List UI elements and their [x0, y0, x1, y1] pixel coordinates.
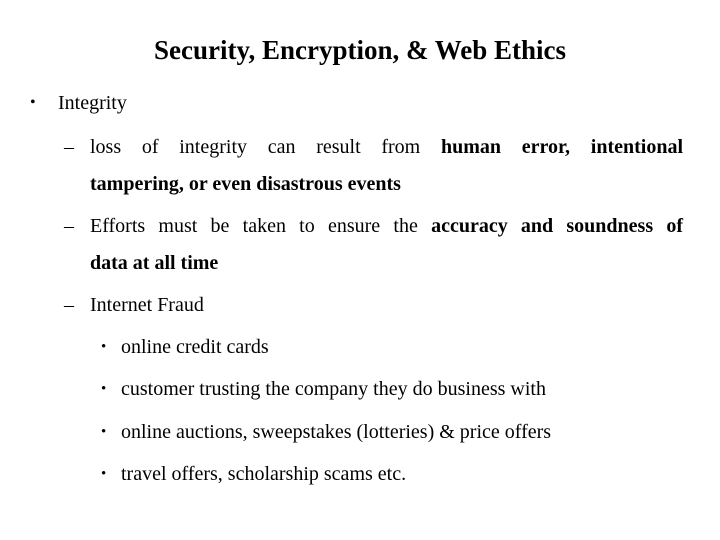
bullet-icon: •	[30, 94, 36, 111]
point-1-text: loss of integrity can result from	[90, 136, 421, 158]
integrity-point-2-line-2: data at all time	[90, 252, 219, 274]
integrity-heading: Integrity	[58, 92, 127, 114]
bullet-icon: •	[101, 381, 107, 397]
integrity-point-2-line-1	[90, 214, 683, 238]
point-1-bold: human error, intentional	[440, 136, 683, 158]
fraud-item: online auctions, sweepstakes (lotteries) & price offers	[121, 421, 552, 443]
dash-icon: –	[64, 215, 74, 237]
fraud-item: online credit cards	[121, 336, 269, 358]
bullet-icon: •	[101, 466, 107, 482]
bullet-icon: •	[101, 339, 107, 355]
internet-fraud-heading: Internet Fraud	[90, 294, 204, 316]
bullet-icon: •	[101, 424, 107, 440]
point-2-bold: accuracy and soundness of	[431, 215, 684, 237]
integrity-point-1-line-1	[90, 135, 683, 159]
dash-icon: –	[64, 294, 74, 316]
slide-title: Security, Encryption, & Web Ethics	[153, 35, 567, 65]
fraud-item: customer trusting the company they do business with	[121, 378, 546, 400]
dash-icon: –	[64, 136, 74, 158]
integrity-point-1-line-2: tampering, or even disastrous events	[90, 173, 401, 195]
fraud-item: travel offers, scholarship scams etc.	[121, 463, 407, 485]
point-2-text: Efforts must be taken to ensure the	[90, 215, 418, 237]
